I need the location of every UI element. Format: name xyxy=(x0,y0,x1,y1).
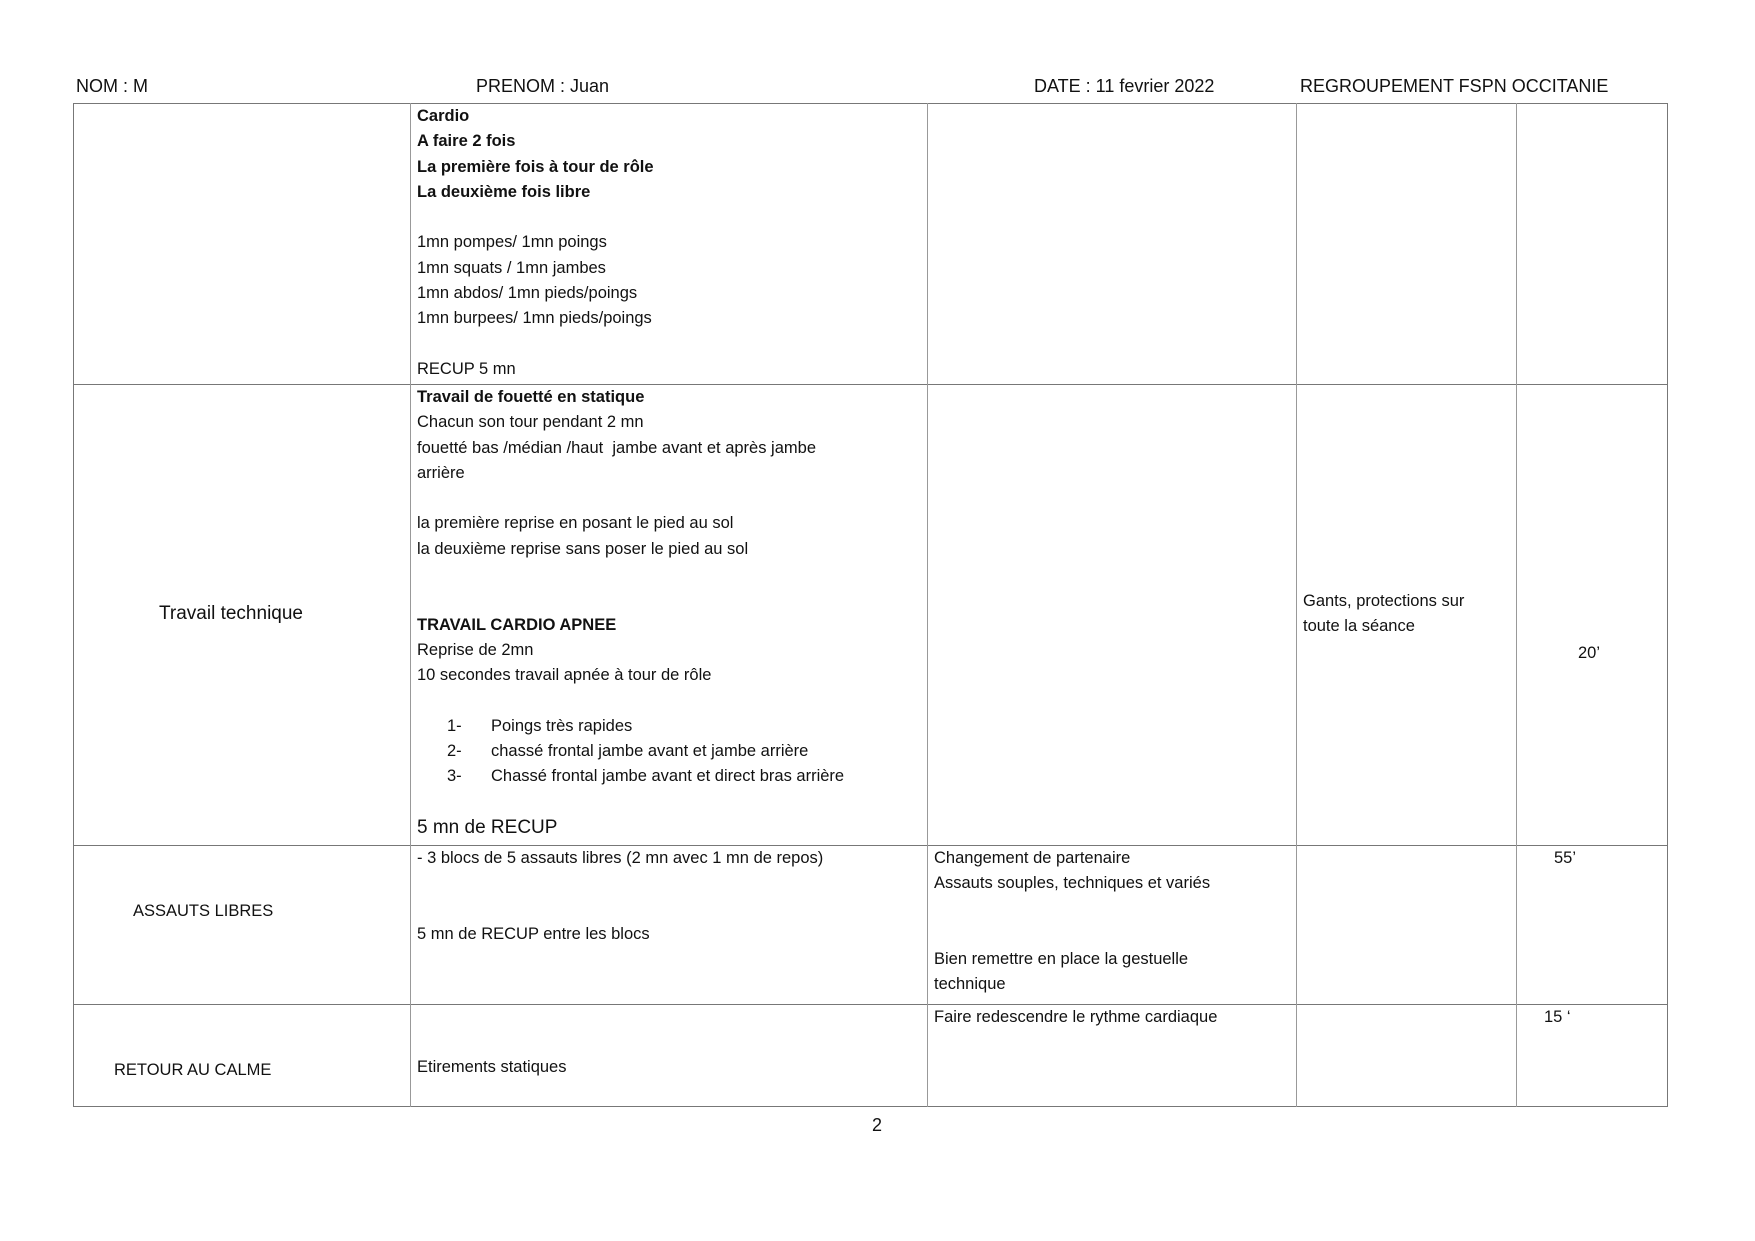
retour-content: Etirements statiques xyxy=(417,1058,567,1076)
list-number: 2- xyxy=(447,742,462,761)
section-title: Travail de fouetté en statique xyxy=(417,388,645,406)
text-line: Reprise de 2mn xyxy=(417,640,534,659)
row-divider xyxy=(73,384,1668,385)
duration: 15 ‘ xyxy=(1544,1008,1571,1026)
retour-notes: Faire redescendre le rythme cardiaque xyxy=(934,1008,1218,1026)
phase-label: RETOUR AU CALME xyxy=(114,1061,272,1079)
text-line: 10 secondes travail apnée à tour de rôle xyxy=(417,666,712,685)
list-item xyxy=(417,764,844,789)
page-number: 2 xyxy=(872,1115,883,1135)
material-note xyxy=(1303,589,1464,640)
text-line: Chacun son tour pendant 2 mn xyxy=(417,413,644,432)
exercise-line: 1mn squats / 1mn jambes xyxy=(417,258,606,277)
exercise-line: 1mn abdos/ 1mn pieds/poings xyxy=(417,284,638,303)
exercise-line: 1mn pompes/ 1mn poings xyxy=(417,233,607,252)
column-divider xyxy=(410,103,411,1107)
list-item xyxy=(417,739,844,764)
assauts-notes xyxy=(934,846,1210,998)
list-text: Chassé frontal jambe avant et direct bras arrière xyxy=(491,767,845,786)
row-divider xyxy=(73,1004,1668,1005)
recup-line: 5 mn de RECUP xyxy=(417,817,558,839)
cardio-subtitle: La première fois à tour de rôle xyxy=(417,157,654,176)
phase-label: ASSAUTS LIBRES xyxy=(133,902,274,920)
text-line: arrière xyxy=(417,463,465,482)
column-divider xyxy=(1516,103,1517,1107)
list-text: Poings très rapides xyxy=(491,716,633,735)
text-line: 5 mn de RECUP entre les blocs xyxy=(417,924,650,943)
assauts-content xyxy=(417,846,823,947)
text-line: Gants, protections sur xyxy=(1303,592,1465,610)
duration: 55’ xyxy=(1554,849,1577,867)
list-number: 3- xyxy=(447,767,462,786)
nom-label: NOM : M xyxy=(76,76,148,96)
text-line: Changement de partenaire xyxy=(934,849,1131,867)
text-line: technique xyxy=(934,975,1006,994)
column-divider xyxy=(1296,103,1297,1107)
text-line: Assauts souples, techniques et variés xyxy=(934,874,1211,893)
section-title: TRAVAIL CARDIO APNEE xyxy=(417,615,617,634)
prenom-label: PRENOM : Juan xyxy=(476,76,610,96)
list-text: chassé frontal jambe avant et jambe arrière xyxy=(491,742,809,761)
cardio-title: Cardio xyxy=(417,107,470,125)
duration: 20’ xyxy=(1578,644,1601,662)
cardio-content xyxy=(417,104,654,382)
row-divider xyxy=(73,845,1668,846)
cardio-subtitle: La deuxième fois libre xyxy=(417,182,591,201)
text-line: Bien remettre en place la gestuelle xyxy=(934,950,1189,969)
text-line: toute la séance xyxy=(1303,617,1415,636)
recup-line: RECUP 5 mn xyxy=(417,359,516,378)
text-line: la première reprise en posant le pied au sol xyxy=(417,514,734,533)
phase-label: Travail technique xyxy=(159,603,303,624)
text-line: fouetté bas /médian /haut jambe avant et après jambe xyxy=(417,438,816,457)
text-line: - 3 blocs de 5 assauts libres (2 mn avec 1 mn de repos) xyxy=(417,849,824,867)
text-line: la deuxième reprise sans poser le pied au sol xyxy=(417,539,749,558)
list-item xyxy=(417,714,844,739)
date-label: DATE : 11 fevrier 2022 xyxy=(1034,76,1215,96)
list-number: 1- xyxy=(447,716,462,735)
exercise-line: 1mn burpees/ 1mn pieds/poings xyxy=(417,309,652,328)
column-divider xyxy=(927,103,928,1107)
technique-content xyxy=(417,385,844,840)
cardio-subtitle: A faire 2 fois xyxy=(417,132,516,151)
event-label: REGROUPEMENT FSPN OCCITANIE xyxy=(1300,76,1609,96)
